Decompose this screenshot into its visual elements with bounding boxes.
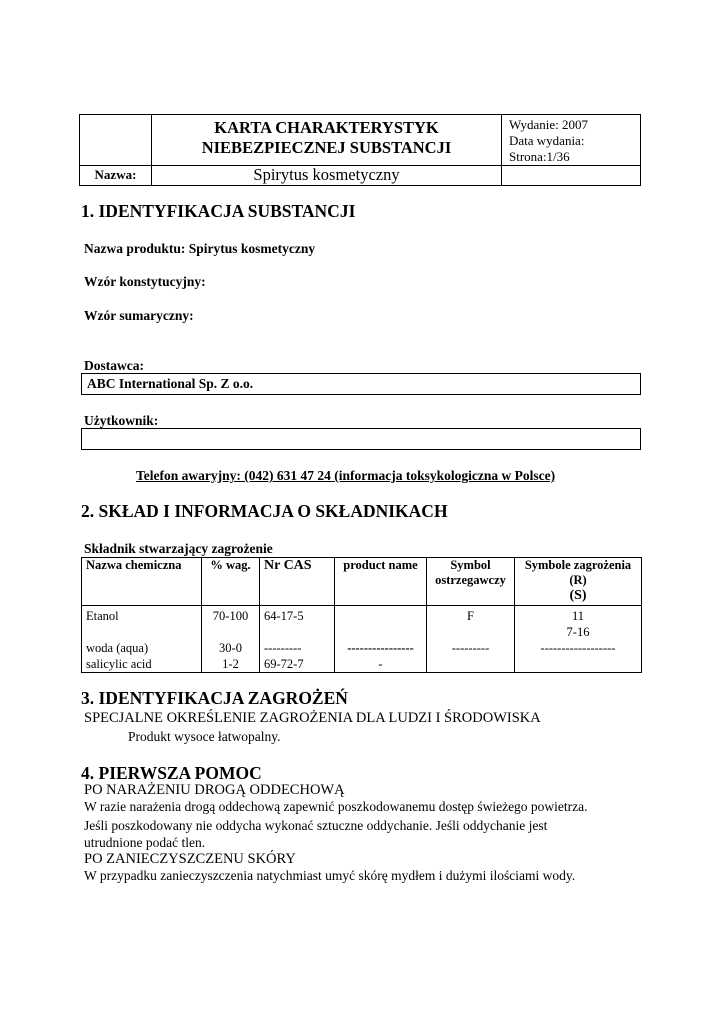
col-hazard-symbols	[515, 558, 642, 606]
name-value: Spirytus kosmetyczny	[152, 166, 502, 186]
row-water-cas: ---------	[264, 641, 302, 655]
supplier-value: ABC International Sp. Z o.o.	[87, 376, 254, 391]
section-1-heading: 1. IDENTYFIKACJA SUBSTANCJI	[81, 201, 356, 221]
weight-pct-cell	[202, 606, 260, 673]
row-water-product: ----------------	[347, 641, 414, 655]
title-line-2: NIEBEZPIECZNEJ SUBSTANCJI	[201, 138, 452, 157]
edition: Wydanie: 2007	[509, 117, 589, 132]
name-label: Nazwa:	[80, 166, 152, 186]
name-extra-cell	[502, 166, 641, 186]
product-name: Nazwa produktu: Spirytus kosmetyczny	[84, 241, 316, 256]
section-4-heading: 4. PIERWSZA POMOC	[81, 763, 262, 783]
row-etanol-symbol: F	[467, 609, 474, 623]
section-3-heading: 3. IDENTYFIKACJA ZAGROŻEŃ	[81, 688, 348, 708]
row-salicylic-cas: 69-72-7	[264, 657, 304, 671]
skin-heading: PO ZANIECZYSZCZENU SKÓRY	[84, 851, 296, 867]
table-row	[82, 606, 642, 673]
inhalation-line-1: W razie narażenia drogą oddechową zapewnić poszkodowanemu dostęp świeżego powietrza.	[84, 799, 588, 814]
inhalation-line-2: Jeśli poszkodowany nie oddycha wykonać sztuczne oddychanie. Jeśli oddychanie jest	[84, 818, 548, 833]
components-table	[81, 557, 642, 673]
product-name-cell	[335, 606, 427, 673]
page-number: Strona:1/36	[509, 149, 570, 164]
document-header	[79, 114, 641, 186]
hazard-symbols-line-3: (S)	[569, 588, 587, 603]
row-etanol-pct: 70-100	[212, 609, 249, 623]
inhalation-line-3: utrudnione podać tlen.	[84, 835, 206, 850]
section-3-text: Produkt wysoce łatwopalny.	[128, 729, 281, 744]
row-salicylic-name: salicylic acid	[86, 657, 152, 671]
chemical-names-cell	[82, 606, 202, 673]
supplier-field	[81, 373, 641, 395]
logo-cell	[80, 115, 152, 166]
supplier-label: Dostawca:	[84, 358, 144, 373]
row-salicylic-product: -	[378, 657, 383, 671]
section-2-heading: 2. SKŁAD I INFORMACJA O SKŁADNIKACH	[81, 501, 448, 521]
row-etanol-cas: 64-17-5	[264, 609, 304, 623]
row-etanol-s: 7-16	[566, 625, 590, 639]
title-line-1: KARTA CHARAKTERYSTYK	[214, 118, 439, 137]
cas-cell	[260, 606, 335, 673]
document-meta	[502, 115, 641, 166]
row-water-hazard: ------------------	[540, 641, 616, 655]
row-salicylic-pct: 1-2	[222, 657, 239, 671]
emergency-phone: Telefon awaryjny: (042) 631 47 24 (informacja toksykologiczna w Polsce)	[136, 468, 556, 483]
components-subheading: Składnik stwarzający zagrożenie	[84, 541, 273, 556]
row-water-pct: 30-0	[219, 641, 242, 655]
warning-symbol-line-1: Symbol	[450, 558, 491, 572]
hazard-symbols-cell	[515, 606, 642, 673]
section-3-subheading: SPECJALNE OKREŚLENIE ZAGROŻENIA DLA LUDZI I ŚRODOWISKA	[84, 710, 541, 726]
col-warning-symbol	[427, 558, 515, 606]
col-chemical-name: Nazwa chemiczna	[82, 558, 202, 606]
inhalation-heading: PO NARAŻENIU DROGĄ ODDECHOWĄ	[84, 782, 345, 798]
row-water-symbol: ---------	[451, 641, 490, 655]
col-product-name: product name	[335, 558, 427, 606]
row-water-name: woda (aqua)	[86, 641, 149, 655]
user-field	[81, 428, 641, 450]
row-etanol-r: 11	[571, 609, 585, 623]
structural-formula: Wzór konstytucyjny:	[84, 274, 206, 289]
hazard-symbols-line-1: Symbole zagrożenia	[524, 558, 632, 572]
warning-symbol-line-2: ostrzegawczy	[435, 573, 506, 587]
row-etanol-name: Etanol	[86, 609, 119, 623]
warning-symbol-cell	[427, 606, 515, 673]
col-cas: Nr CAS	[260, 558, 335, 606]
col-weight-pct: % wag.	[202, 558, 260, 606]
document-title	[152, 115, 502, 166]
skin-line-1: W przypadku zanieczyszczenia natychmiast umyć skórę mydłem i dużymi ilościami wody.	[84, 868, 576, 883]
hazard-symbols-line-2: (R)	[569, 573, 587, 587]
summary-formula: Wzór sumaryczny:	[84, 308, 194, 323]
issue-date: Data wydania:	[509, 133, 585, 148]
user-label: Użytkownik:	[84, 413, 159, 428]
